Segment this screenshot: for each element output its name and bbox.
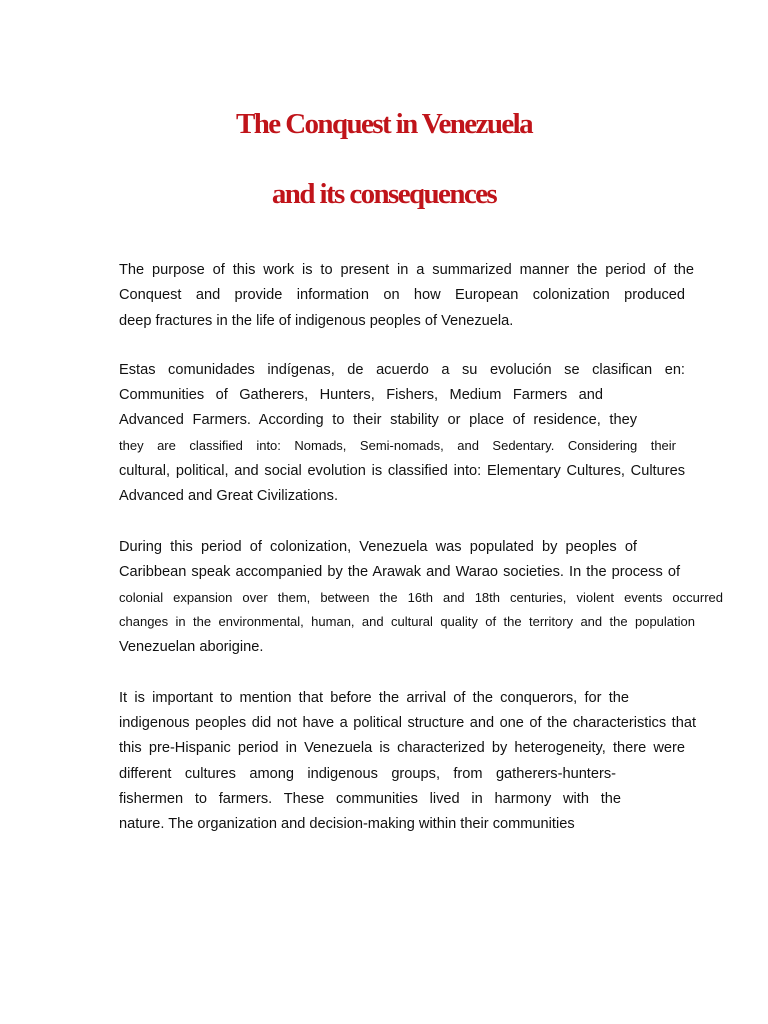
title-line-1: The Conquest in Venezuela xyxy=(236,108,532,140)
text-line: Estas comunidades indígenas, de acuerdo a su evolución se clasifican en: xyxy=(119,362,685,378)
text-line: Communities of Gatherers, Hunters, Fishers, Medium Farmers and xyxy=(119,387,603,403)
text-line: fishermen to farmers. These communities lived in harmony with the xyxy=(119,791,621,807)
text-line: Caribbean speak accompanied by the Arawak and Warao societies. In the process of xyxy=(119,564,680,580)
text-line: The purpose of this work is to present in a summarized manner the period of the xyxy=(119,262,694,278)
text-line: It is important to mention that before the arrival of the conquerors, for the xyxy=(119,690,629,706)
text-line: cultural, political, and social evolution is classified into: Elementary Cultures, Cultures xyxy=(119,463,685,479)
text-line: nature. The organization and decision-making within their communities xyxy=(119,816,575,832)
text-line: Venezuelan aborigine. xyxy=(119,639,264,655)
title-line-2: and its consequences xyxy=(271,178,497,210)
text-line: changes in the environmental, human, and cultural quality of the territory and the population xyxy=(119,614,695,629)
text-line: indigenous peoples did not have a political structure and one of the characteristics that xyxy=(119,715,696,731)
text-line: Conquest and provide information on how European colonization produced xyxy=(119,287,685,303)
text-line: deep fractures in the life of indigenous peoples of Venezuela. xyxy=(119,313,514,329)
text-line: Advanced Farmers. According to their stability or place of residence, they xyxy=(119,412,637,428)
text-line: colonial expansion over them, between the 16th and 18th centuries, violent events occurred xyxy=(119,590,723,605)
text-line: this pre-Hispanic period in Venezuela is characterized by heterogeneity, there were xyxy=(119,740,685,756)
text-line: different cultures among indigenous groups, from gatherers-hunters- xyxy=(119,766,616,782)
text-line: they are classified into: Nomads, Semi-nomads, and Sedentary. Considering their xyxy=(119,438,676,453)
text-line: During this period of colonization, Venezuela was populated by peoples of xyxy=(119,539,637,555)
text-line: Advanced and Great Civilizations. xyxy=(119,488,339,504)
